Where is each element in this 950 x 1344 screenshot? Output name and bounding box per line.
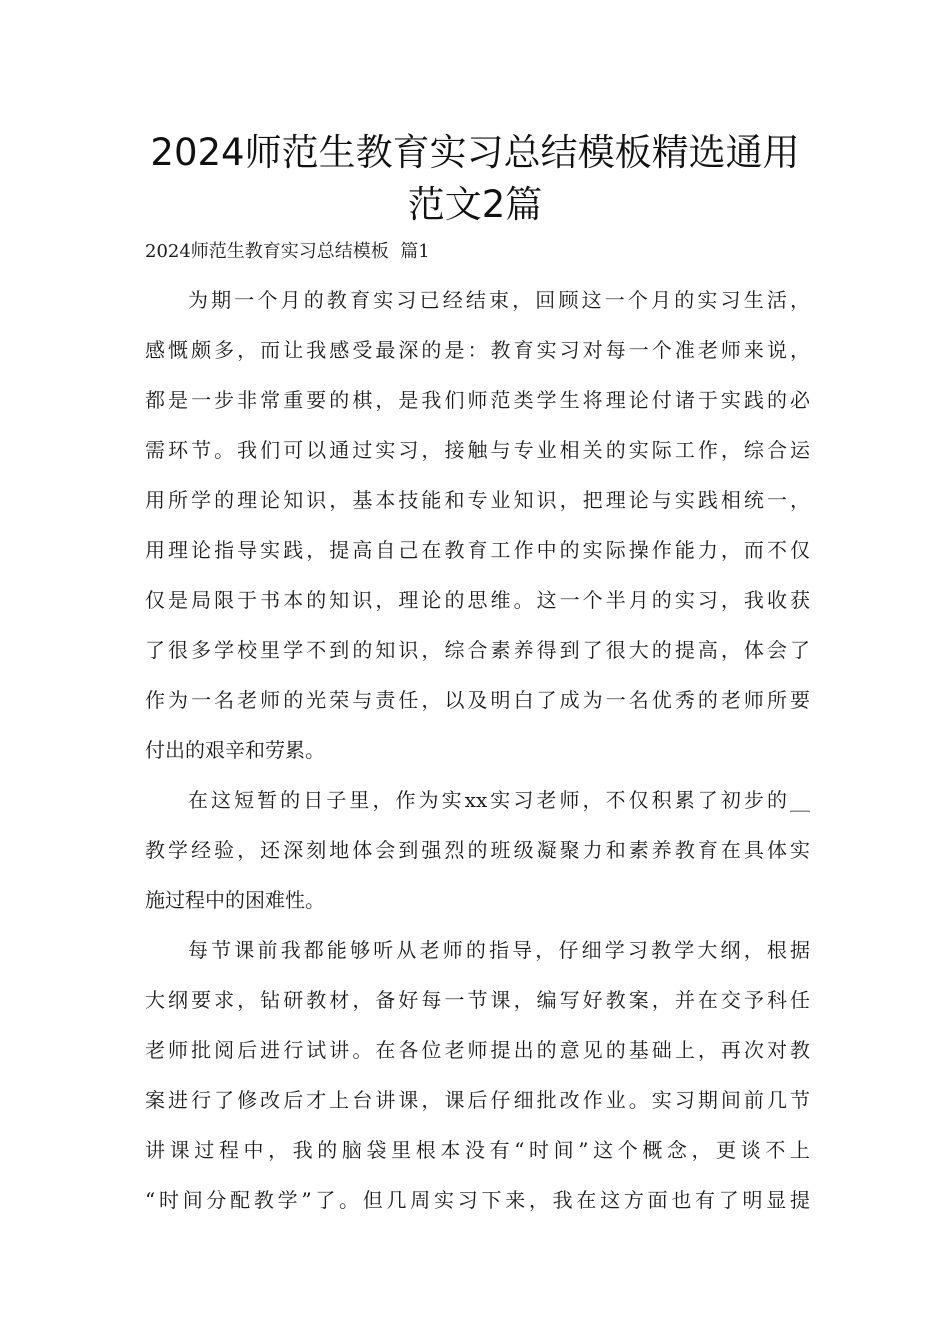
paragraph-1-line-5: 用所学的理论知识，基本技能和专业知识，把理论与实践相统一，	[145, 488, 810, 512]
paragraph-1-line-4: 需环节。我们可以通过实习，接触与专业相关的实际工作，综合运	[145, 438, 810, 462]
paragraph-3-line-6: “时间分配教学”了。但几周实习下来，我在这方面也有了明显提	[145, 1188, 810, 1212]
paragraph-2-line-1: 在这短暂的日子里，作为实xx实习老师，不仅积累了初步的__	[188, 788, 810, 812]
paragraph-1-line-2: 感慨颇多，而让我感受最深的是：教育实习对每一个准老师来说，	[145, 338, 810, 362]
paragraph-3-line-5: 讲课过程中，我的脑袋里根本没有“时间”这个概念，更谈不上	[145, 1138, 810, 1162]
paragraph-3-line-1: 每节课前我都能够听从老师的指导，仔细学习教学大纲，根据	[188, 938, 810, 962]
paragraph-2-line-2: 教学经验，还深刻地体会到强烈的班级凝聚力和素养教育在具体实	[145, 838, 810, 862]
paragraph-3-line-4: 案进行了修改后才上台讲课，课后仔细批改作业。实习期间前几节	[145, 1088, 810, 1112]
section-heading: 2024师范生教育实习总结模板 篇1	[145, 241, 430, 262]
paragraph-3-line-3: 老师批阅后进行试讲。在各位老师提出的意见的基础上，再次对教	[145, 1038, 810, 1062]
paragraph-1-line-9: 作为一名老师的光荣与责任，以及明白了成为一名优秀的老师所要	[145, 688, 810, 712]
paragraph-3-line-2: 大纲要求，钻研教材，备好每一节课，编写好教案，并在交予科任	[145, 988, 810, 1012]
paragraph-1-line-10: 付出的艰辛和劳累。	[145, 738, 325, 762]
paragraph-2-line-3: 施过程中的困难性。	[145, 888, 325, 912]
paragraph-1-line-1: 为期一个月的教育实习已经结束，回顾这一个月的实习生活，	[188, 288, 810, 312]
document-title-line-2: 范文2篇	[407, 183, 543, 226]
document-title-line-1: 2024师范生教育实习总结模板精选通用	[150, 131, 800, 174]
paragraph-1-line-6: 用理论指导实践，提高自己在教育工作中的实际操作能力，而不仅	[145, 538, 810, 562]
paragraph-1-line-8: 了很多学校里学不到的知识，综合素养得到了很大的提高，体会了	[145, 638, 810, 662]
paragraph-1-line-3: 都是一步非常重要的棋，是我们师范类学生将理论付诸于实践的必	[145, 388, 810, 412]
paragraph-1-line-7: 仅是局限于书本的知识，理论的思维。这一个半月的实习，我收获	[145, 588, 810, 612]
